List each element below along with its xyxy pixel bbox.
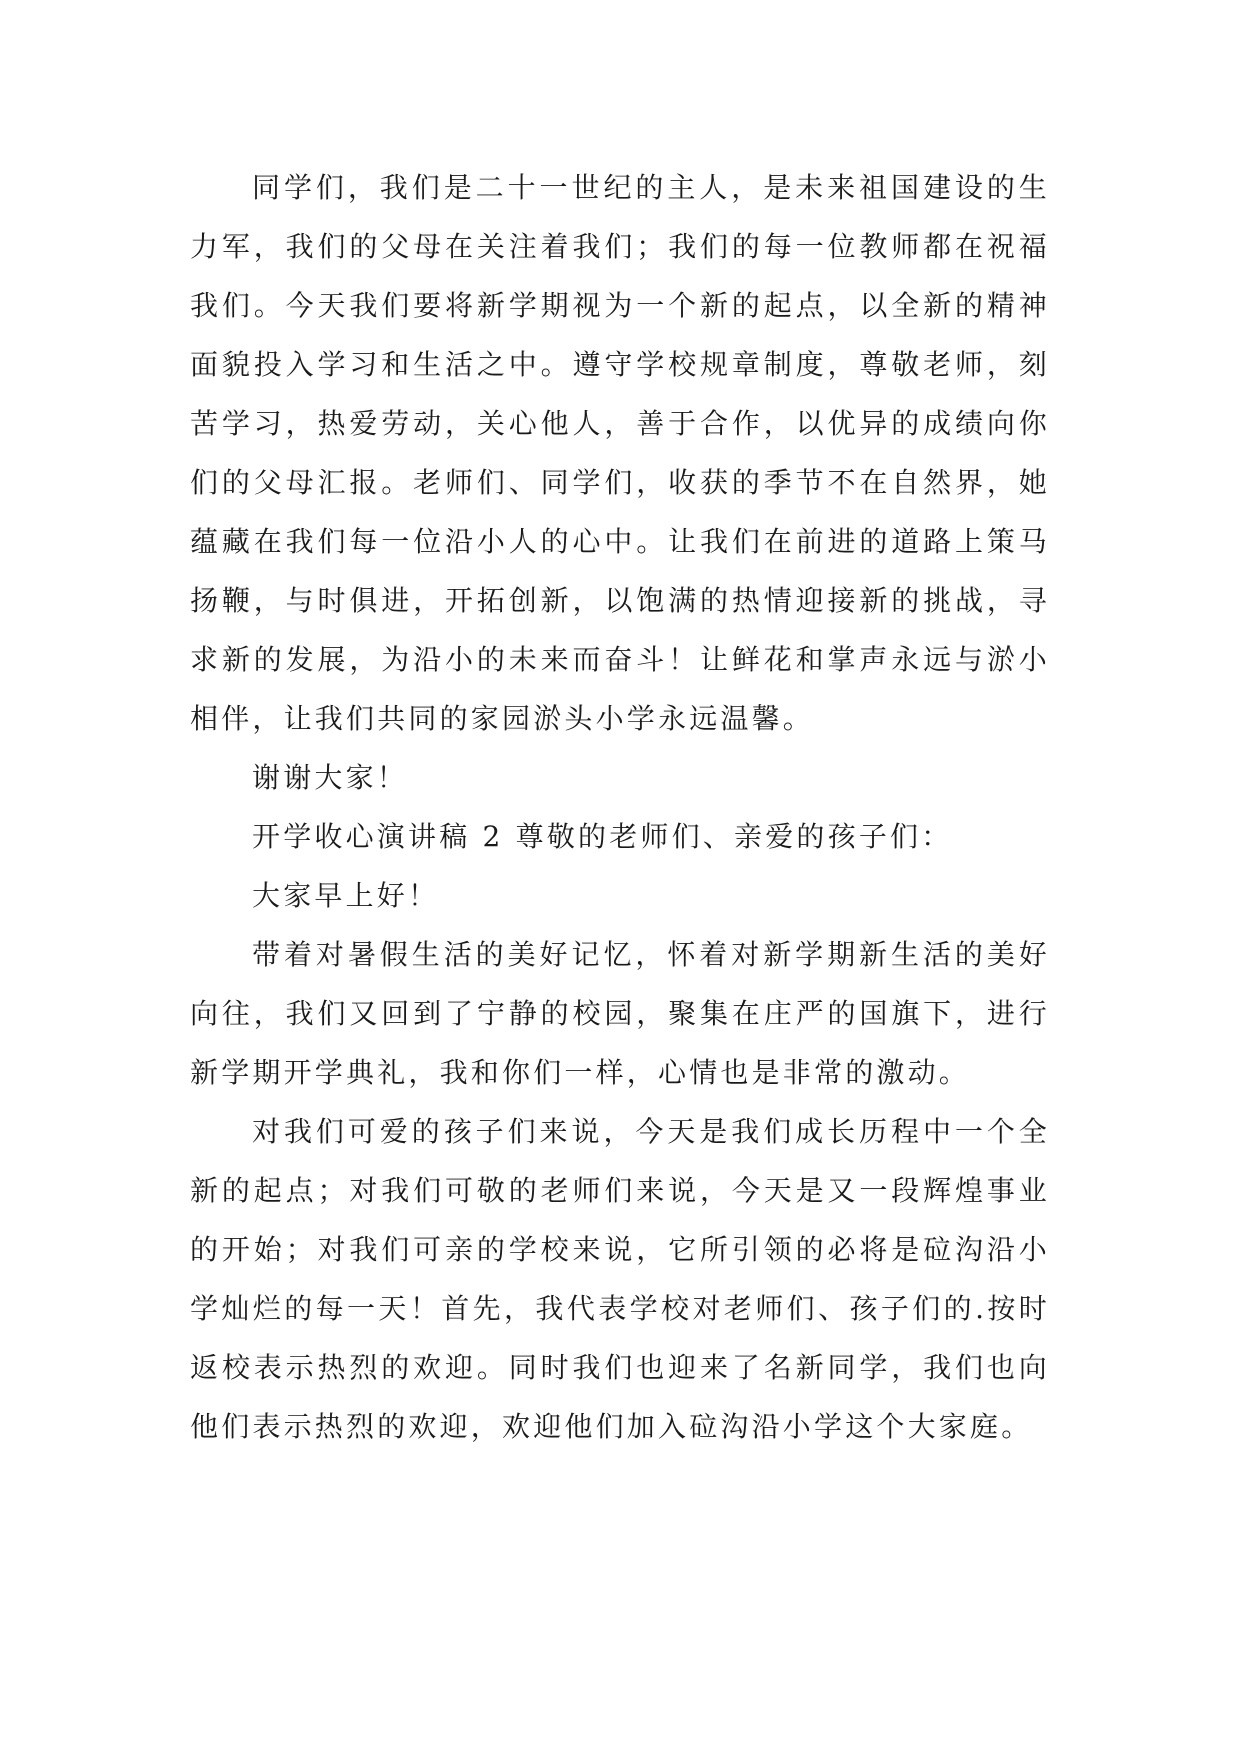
paragraph-greeting: 大家早上好！: [252, 879, 440, 912]
paragraph-welcome: 对我们可爱的孩子们来说，今天是我们成长历程中一个全新的起点；对我们可敬的老师们来说，今天是又一段辉煌事业的开始；对我们可亲的学校来说，它所引领的必将是砬沟沿小学灿烂的每一天！首先，我代表学校对老师们、孩子们的.按时返校表示热烈的欢迎。同时我们也迎来了名新同学，我们也向他们表示热烈的欢迎，欢迎他们加入砬沟沿小学这个大家庭。: [190, 1115, 1050, 1443]
paragraph-thanks: 谢谢大家！: [252, 761, 409, 794]
paragraph-speech-2-heading: 开学收心演讲稿 2 尊敬的老师们、亲爱的孩子们：: [252, 820, 953, 853]
paragraph-intro: 带着对暑假生活的美好记忆，怀着对新学期新生活的美好向往，我们又回到了宁静的校园，聚集在庄严的国旗下，进行新学期开学典礼，我和你们一样，心情也是非常的激动。: [190, 938, 1050, 1089]
paragraph-closing-remarks: 同学们，我们是二十一世纪的主人，是未来祖国建设的生力军，我们的父母在关注着我们；我们的每一位教师都在祝福我们。今天我们要将新学期视为一个新的起点，以全新的精神面貌投入学习和生活之中。遵守学校规章制度，尊敬老师，刻苦学习，热爱劳动，关心他人，善于合作，以优异的成绩向你们的父母汇报。老师们、同学们，收获的季节不在自然界，她蕴藏在我们每一位沿小人的心中。让我们在前进的道路上策马扬鞭，与时俱进，开拓创新，以饱满的热情迎接新的挑战，寻求新的发展，为沿小的未来而奋斗！让鲜花和掌声永远与淤小相伴，让我们共同的家园淤头小学永远温馨。: [190, 171, 1050, 735]
document-body: [190, 158, 1050, 1456]
